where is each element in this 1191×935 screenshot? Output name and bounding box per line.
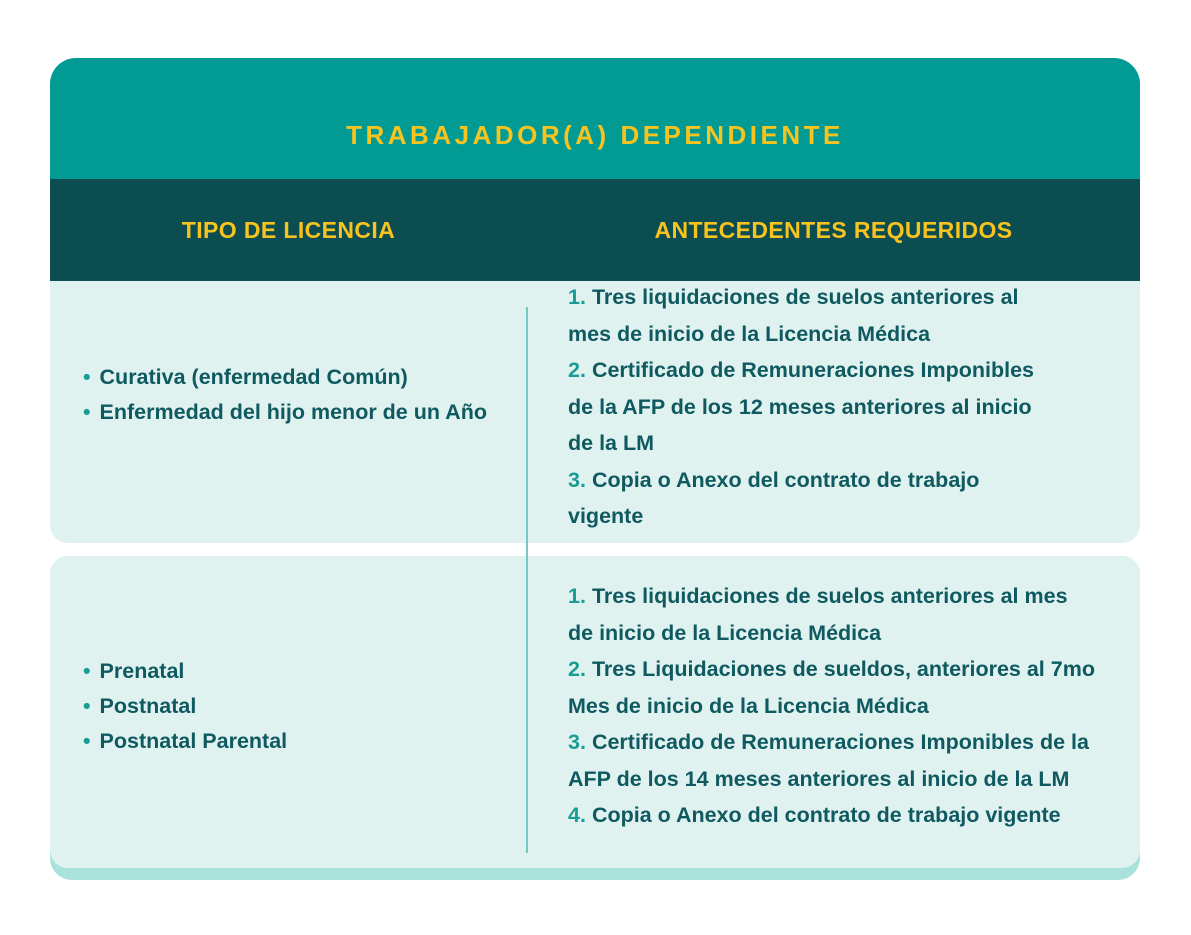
- requirement-item: [568, 578, 1095, 651]
- list-item: [83, 360, 503, 395]
- requirement-text: Copia o Anexo del contrato de trabajo vigente: [591, 803, 1061, 828]
- list-item: [83, 395, 503, 430]
- bullet-icon: •: [83, 365, 91, 389]
- license-label: Enfermedad del hijo menor de un Año: [99, 400, 487, 424]
- list-item: [83, 724, 503, 759]
- requirement-item: [568, 279, 1060, 352]
- requirements-cell: [527, 556, 1140, 868]
- licenses-cell: [50, 556, 527, 868]
- license-label: Prenatal: [99, 658, 185, 683]
- requirements-cell: [527, 281, 1140, 543]
- requirement-item: [568, 797, 1095, 834]
- license-label: Postnatal Parental: [99, 728, 288, 753]
- column-header-tipo-de-licencia: TIPO DE LICENCIA: [181, 216, 396, 243]
- bullet-icon: •: [83, 400, 91, 424]
- requirement-text: Tres liquidaciones de suelos anteriores al mes de inicio de la Licencia Médica: [568, 285, 1019, 346]
- list-item: [83, 654, 503, 689]
- table-row: [50, 556, 1140, 868]
- row-bottom-strip: [50, 556, 1140, 880]
- row-separator: [50, 543, 1140, 556]
- column-header-antecedentes-requeridos: ANTECEDENTES REQUERIDOS: [654, 216, 1013, 243]
- card-header-band: [50, 58, 1140, 179]
- table-row: [50, 281, 1140, 543]
- list-item: [83, 689, 503, 724]
- requirement-text: Certificado de Remuneraciones Imponibles de la AFP de los 12 meses anteriores al inicio de la LM: [568, 358, 1034, 456]
- item-number: 2.: [568, 657, 586, 682]
- requirement-item: [568, 651, 1095, 724]
- bullet-icon: •: [83, 693, 91, 718]
- dependent-worker-table-card: [50, 58, 1140, 880]
- column-divider: [526, 307, 528, 853]
- requirement-text: Tres Liquidaciones de sueldos, anteriores al 7mo Mes de inicio de la Licencia Médica: [568, 657, 1095, 718]
- license-label: Curativa (enfermedad Común): [99, 365, 408, 389]
- requirement-item: [568, 352, 1060, 462]
- item-number: 3.: [568, 730, 586, 755]
- license-label: Postnatal: [99, 693, 197, 718]
- licenses-cell: [50, 281, 527, 543]
- item-number: 2.: [568, 358, 586, 383]
- page-title: TRABAJADOR(A) DEPENDIENTE: [346, 120, 844, 150]
- item-number: 1.: [568, 584, 586, 609]
- requirement-text: Tres liquidaciones de suelos anteriores al mes de inicio de la Licencia Médica: [568, 584, 1068, 645]
- column-header-row: [50, 179, 1140, 281]
- item-number: 3.: [568, 467, 586, 492]
- requirement-text: Certificado de Remuneraciones Imponibles de la AFP de los 14 meses anteriores al inicio de la LM: [568, 730, 1089, 791]
- bullet-icon: •: [83, 658, 91, 683]
- requirement-item: [568, 462, 1060, 535]
- item-number: 1.: [568, 285, 586, 310]
- requirement-item: [568, 724, 1095, 797]
- requirement-text: Copia o Anexo del contrato de trabajo vigente: [568, 467, 980, 529]
- item-number: 4.: [568, 803, 586, 828]
- bullet-icon: •: [83, 728, 91, 753]
